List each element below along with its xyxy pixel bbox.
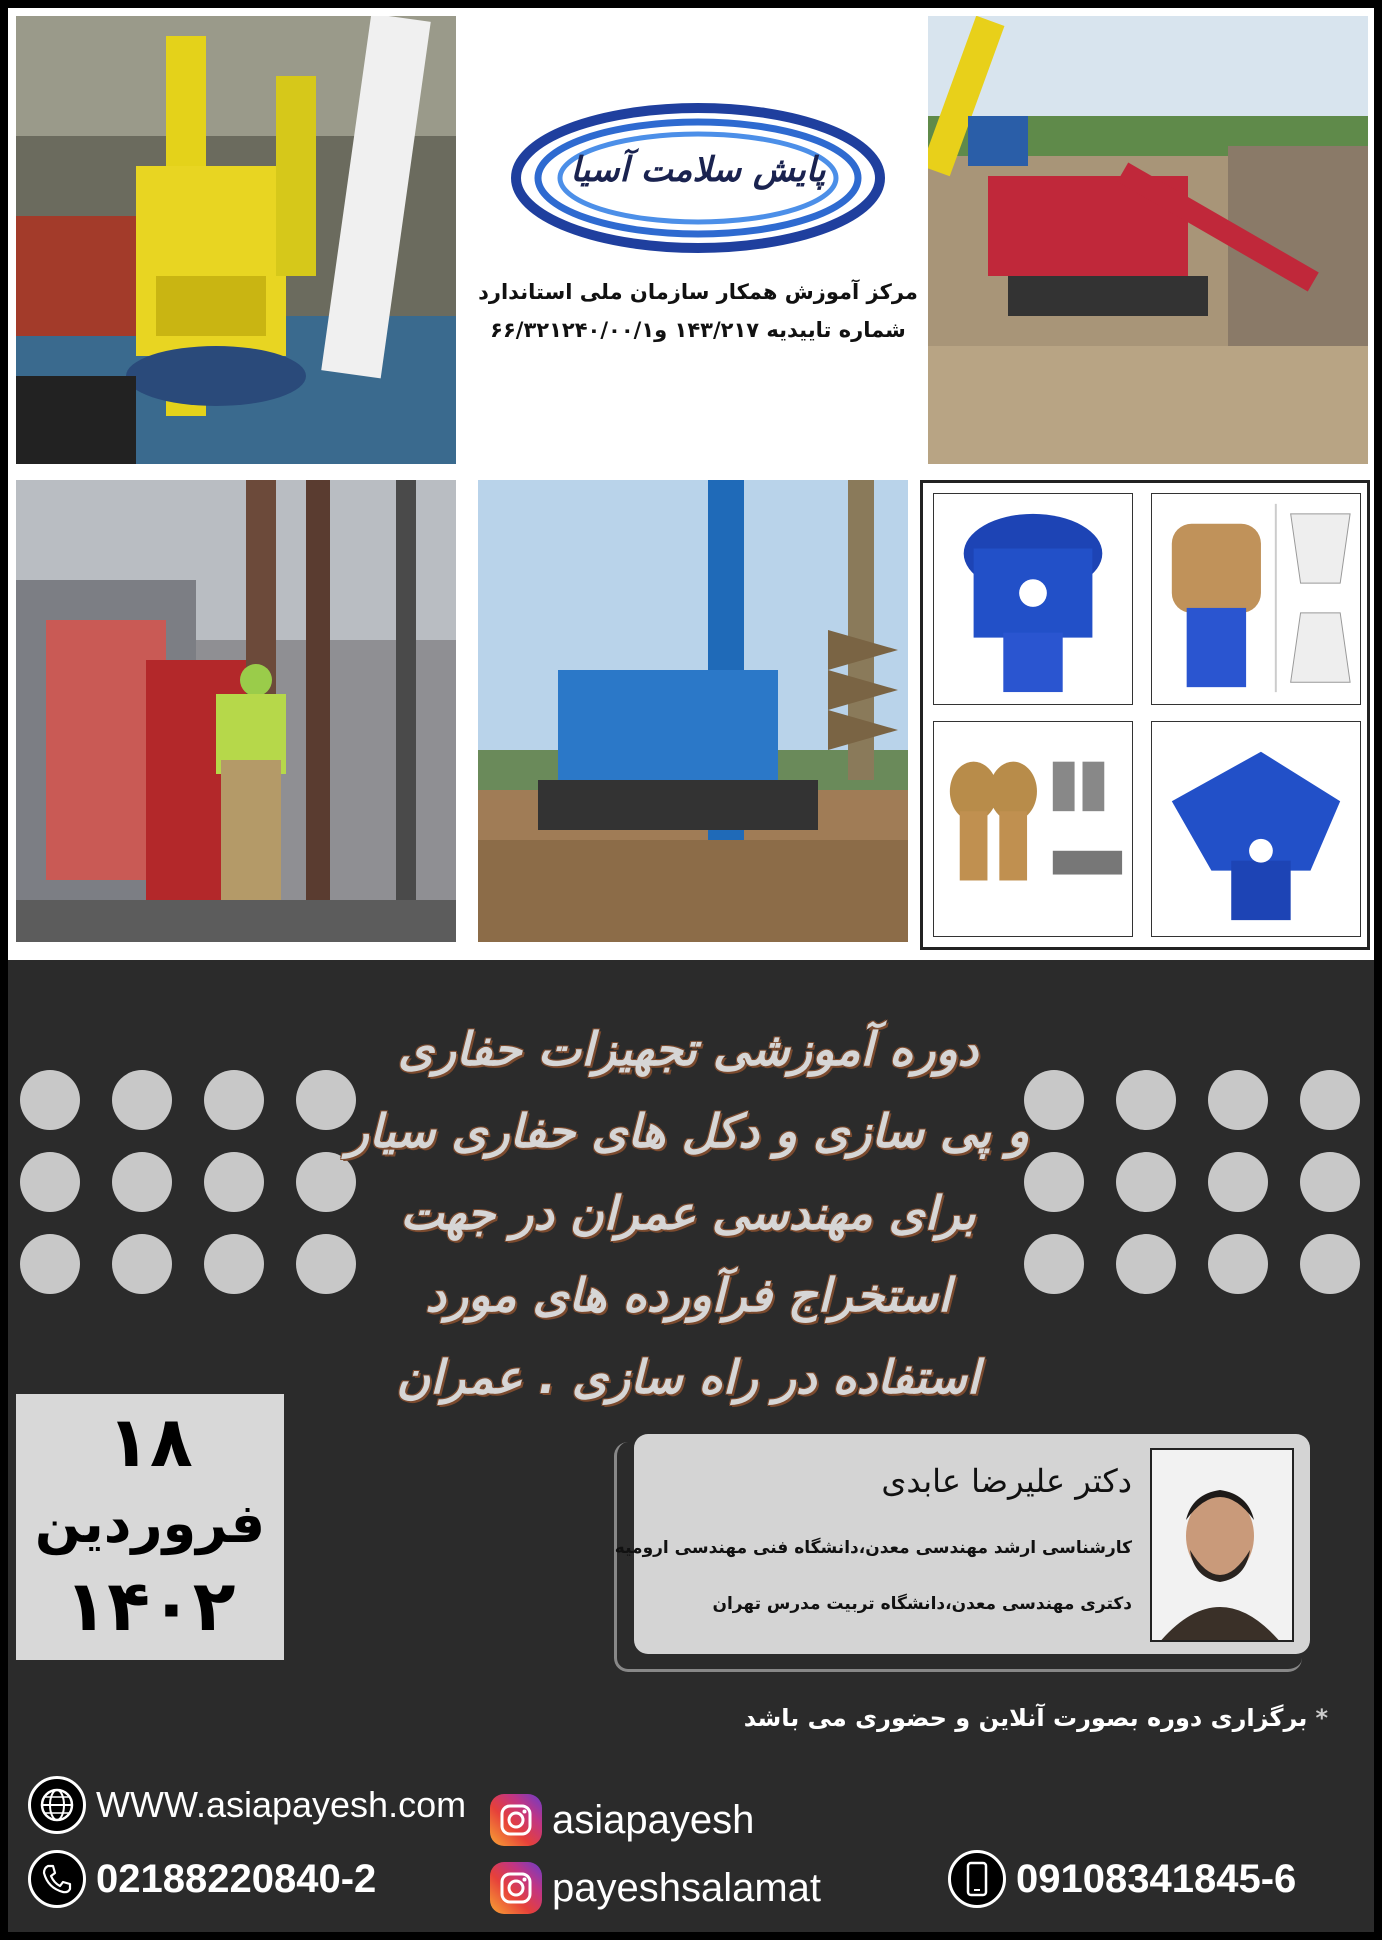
poster	[8, 8, 1374, 1932]
instagram-icon	[490, 1794, 542, 1846]
date-year: ۱۴۰۲	[64, 1565, 236, 1647]
piling-rig-photo	[478, 480, 908, 942]
crawler-drill-photo	[928, 16, 1368, 464]
course-title-line-4: استخراج فرآورده های مورد	[425, 1268, 951, 1322]
asterisk-icon: *	[1315, 1704, 1328, 1732]
instagram-handle-2[interactable]: payeshsalamat	[552, 1865, 822, 1910]
center-subtitle: مرکز آموزش همکار سازمان ملی استاندارد	[478, 280, 918, 304]
rig-machinery-photo	[16, 16, 456, 464]
date-box	[16, 1394, 284, 1660]
instagram-contact-2[interactable]	[490, 1862, 821, 1914]
drill-bits-panel	[920, 480, 1370, 950]
course-title-line-2: و پی سازی و دکل های حفاری سیار	[346, 1104, 1030, 1158]
notice	[628, 1704, 1328, 1732]
logo-text: پایش سلامت آسیا	[570, 150, 826, 190]
notice-text: برگزاری دوره بصورت آنلاین و حضوری می باشد	[743, 1704, 1308, 1732]
approval-number: شماره تاییدیه ۱۴۳/۲۱۷ و۶۶/۳۲۱۲۴۰/۰۰/۱	[490, 318, 906, 342]
instagram-handle-1[interactable]: asiapayesh	[552, 1797, 755, 1842]
pdc-bit-image	[1151, 721, 1361, 937]
mobile-phone-icon	[948, 1850, 1006, 1908]
course-title	[338, 1008, 1038, 1418]
course-title-line-3: برای مهندسی عمران در جهت	[400, 1186, 976, 1240]
speaker-photo	[1150, 1448, 1294, 1642]
globe-icon	[28, 1776, 86, 1834]
logo	[508, 98, 888, 258]
course-title-line-1: دوره آموزشی تجهیزات حفاری	[397, 1022, 979, 1076]
tricone-bit-image	[933, 493, 1133, 705]
header-block	[478, 98, 918, 398]
speaker-credential-2: دکتری مهندسی معدن،دانشگاه تربیت مدرس تهران	[712, 1594, 1132, 1614]
roller-cones-image	[933, 721, 1133, 937]
mobile-number[interactable]: 09108341845-6	[1016, 1856, 1297, 1901]
gold-bit-image	[1151, 493, 1361, 705]
course-title-line-5: استفاده در راه سازی . عمران	[396, 1350, 980, 1404]
website-contact[interactable]	[28, 1776, 466, 1834]
speaker-credential-1: کارشناسی ارشد مهندسی معدن،دانشگاه فنی مهندسی ارومیه	[614, 1538, 1132, 1558]
speaker-name: دکتر علیرضا عابدی	[881, 1462, 1132, 1500]
date-day: ۱۸	[107, 1401, 193, 1483]
phone-icon	[28, 1850, 86, 1908]
mobile-contact[interactable]	[948, 1850, 1296, 1908]
instagram-icon	[490, 1862, 542, 1914]
website-link[interactable]: WWW.asiapayesh.com	[96, 1784, 467, 1825]
worker-drill-photo	[16, 480, 456, 942]
landline-contact[interactable]	[28, 1850, 376, 1908]
landline-number[interactable]: 02188220840-2	[96, 1856, 377, 1901]
date-month: فروردین	[34, 1492, 266, 1555]
instagram-contact-1[interactable]	[490, 1794, 754, 1846]
speaker-card	[614, 1434, 1310, 1654]
top-section	[8, 8, 1374, 960]
